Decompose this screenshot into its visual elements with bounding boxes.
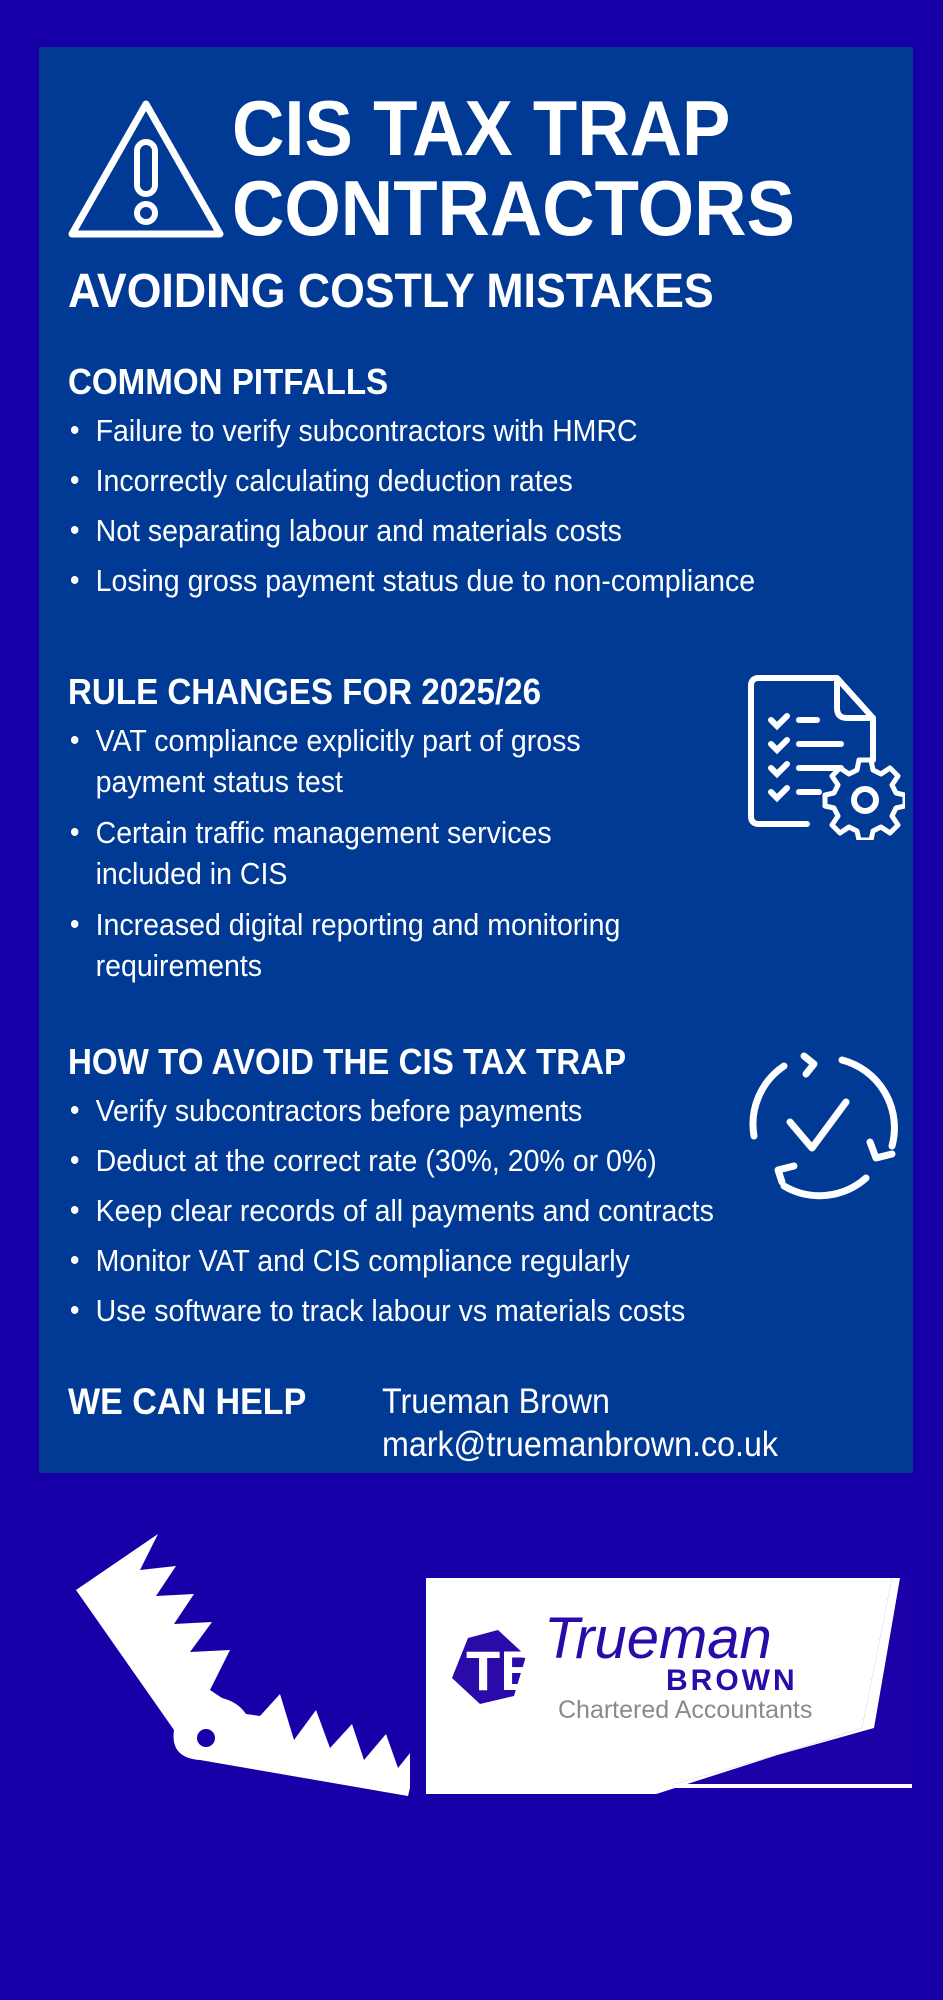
list-item: • Use software to track labour vs materials costs — [69, 1293, 686, 1328]
svg-text:Chartered Accountants: Chartered Accountants — [558, 1696, 813, 1724]
list-item: • Keep clear records of all payments and contracts — [69, 1193, 714, 1228]
list-item: • VAT compliance explicitly part of gross payment status test — [69, 723, 581, 799]
bear-trap-icon — [70, 1534, 410, 1796]
list-item: • Incorrectly calculating deduction rates — [69, 463, 573, 498]
section-rule-changes — [68, 670, 668, 996]
list-item: • Failure to verify subcontractors with HMRC — [69, 413, 638, 448]
list-item: • Not separating labour and materials costs — [69, 513, 622, 548]
cycle-checkmark-icon — [742, 1046, 904, 1204]
company-name: Trueman Brown — [382, 1382, 610, 1421]
title-line-2: CONTRACTORS — [232, 164, 795, 252]
section-common-pitfalls — [68, 360, 815, 610]
section-how-to-avoid — [68, 1040, 770, 1340]
list-item: • Increased digital reporting and monitoring requirements — [69, 907, 621, 983]
list-item: • Deduct at the correct rate (30%, 20% or 0%) — [69, 1143, 657, 1178]
page-title — [232, 84, 795, 252]
subtitle: AVOIDING COSTLY MISTAKES — [68, 265, 714, 318]
section-heading: HOW TO AVOID THE CIS TAX TRAP — [68, 1041, 627, 1082]
help-label: WE CAN HELP — [68, 1381, 307, 1422]
list-item: • Monitor VAT and CIS compliance regularly — [69, 1243, 630, 1278]
list-item: • Certain traffic management services included in CIS — [69, 815, 552, 891]
contact-email[interactable]: mark@truemanbrown.co.uk — [382, 1425, 778, 1464]
trueman-brown-logo — [426, 1578, 912, 1794]
section-heading: RULE CHANGES FOR 2025/26 — [68, 671, 542, 712]
checklist-document-gear-icon — [745, 672, 905, 840]
svg-text:TB: TB — [466, 1639, 541, 1702]
contact-block — [382, 1380, 778, 1466]
warning-triangle-icon — [64, 96, 228, 244]
title-line-1: CIS TAX TRAP — [232, 84, 731, 172]
svg-text:Trueman: Trueman — [544, 1606, 772, 1671]
svg-text:BROWN: BROWN — [666, 1664, 798, 1697]
list-item: • Losing gross payment status due to non-compliance — [69, 563, 756, 598]
list-item: • Verify subcontractors before payments — [69, 1093, 583, 1128]
section-heading: COMMON PITFALLS — [68, 361, 389, 402]
